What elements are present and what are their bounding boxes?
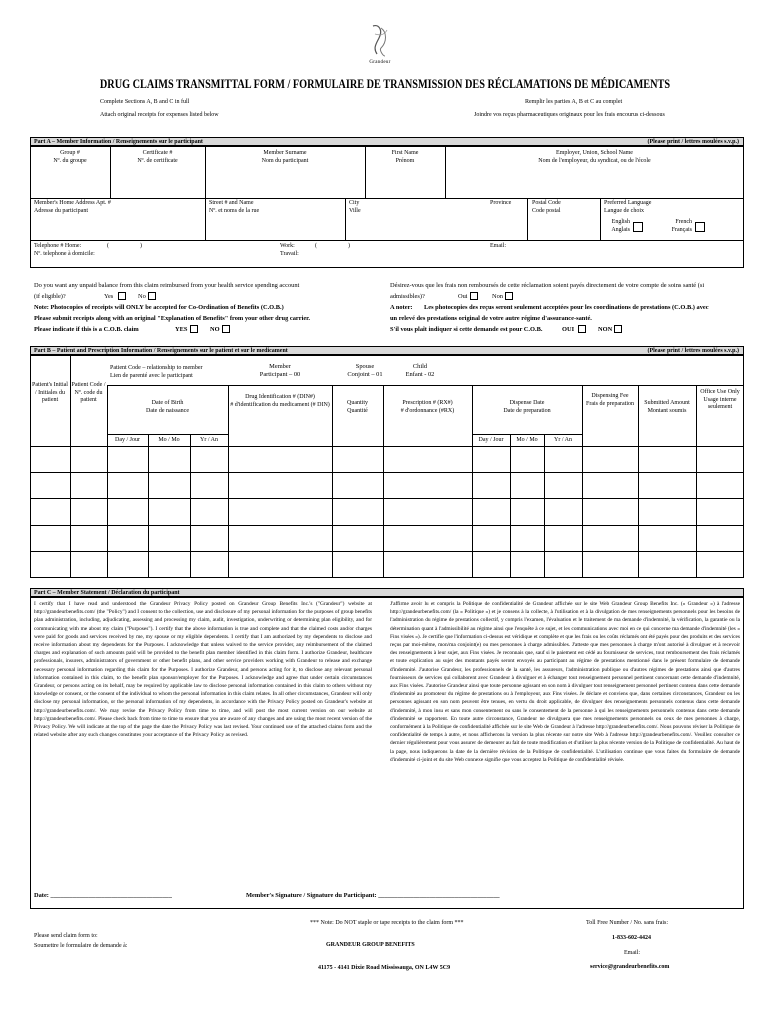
company-address: 41175 - 4141 Dixie Road Mississauga, ON L4W 5C9	[318, 965, 451, 971]
din-header	[228, 394, 332, 409]
member-statement-fr: J'affirme avoir lu et compris la Politique de confidentialité de Grandeur affichée sur le site Web Grandeur Group Benefits Inc. (« Grandeur ») à l'adresse http://grandeurbenefits.com/ (la « Politique ») et je consens à la collecte, à l'utilisation et à la divulgation de mes renseignements personnels pour les besoins de l'administration du régime de prestations collectif, y compris l'examen, l'évaluation et le traitement de ma demande d'indemnité, la vérification, la garantie ou la détermination quant à l'admissibilité au régime ainsi que l'enquête à ce sujet, et les communications avec moi en ce qui concerne ma demande d'indemnité (les « Fins visées »). Je certifie que l'information ci-dessus est véridique et complète et que les frais ou les coûts réclamés ont été payés pour des produits et des services reçus par moi-même, mon/ma conjoint(e) ou mes personnes à charge admissibles. J'atteste que mes personnes à charge m'ont autorisé à divulguer et à recevoir des renseignements à leur sujet, aux Fins visées. Je reconnais que, sauf si le paiement est cédé au fournisseur de services, tout remboursement des frais réclamés et toute explication au sujet des montants payés seront envoyés au participant au régime de prestations mentionné dans le présent formulaire de demande d'indemnité. J'autorise Grandeur, les professionnels de la santé, les assureurs, l'administration publique ou d'autres régimes de prestations ainsi que d'autres fournisseurs de services qui collaborent avec Grandeur à divulguer et à échanger tout renseignement personnel pertinent concernant cette demande d'indemnité, aux Fins visées. J'autorise Grandeur ainsi que toute personne agissant en son nom à divulguer tout renseignement personnel pertinent contenu dans cette demande d'indemnité au promoteur du régime de prestations ou à l'employeur, aux Fins visées. Je déclare et conviens que, dans certaines circonstances, Grandeur ou les personnes agissant en son nom peuvent être tenues, en vertu du droit applicable, de divulguer des renseignements personnels contenus dans cette demande d'indemnité, à mon insu et sans mon consentement ou sans le consentement de la personne à qui les renseignements personnels contenus dans cette demande d'indemnité se rapportent. En toute autre circonstance, Grandeur ne divulguera que mes renseignements personnels ou ceux de mes personnes à charge, conformément à la Politique de confidentialité affichée sur le site Web de Grandeur à l'adresse http://grandeurbenefits.com/. Nous pouvons réviser la Politique de confidentialité de temps à autre, et nous afficherons la version la plus récente sur notre site Web à l'adresse http://grandeurbenefits.com/. Veuillez consulter ce dernier régulièrement pour vous assurer de demeurer au fait de toute modification et d'utiliser la plus récente version de la Politique de confidentialité. Au haut de la page, nous indiquerons la date de la dernière révision de la Politique de confidentialité. L'utilisation continue que vous faites du formulaire de demande d'indemnité ci-joint et du site Web connexe signifie que vous acceptez la Politique de confidentialité révisée.	[390, 601, 740, 763]
work-phone-close-paren: )	[348, 243, 350, 249]
postal-label-fr: Code postal	[532, 207, 561, 214]
french-checkbox[interactable]	[695, 222, 705, 232]
child-text: Child	[412, 363, 428, 370]
instructions-fr-2: Joindre vos reçus pharmaceutiques originaux pour les frais encourus ci-dessous	[474, 112, 665, 118]
certificate-number-field[interactable]	[110, 150, 205, 165]
group-label-fr: Nº. du groupe	[53, 157, 87, 164]
dob-label-fr: Date de naissance	[146, 407, 189, 414]
cob-non-label: NON	[598, 326, 613, 333]
quantity-header	[332, 400, 383, 415]
cert-label-en: Certificate #	[142, 150, 173, 156]
cob-indicate-fr: S'il vous plaît indiquer si cette demande est pour C.O.B.	[390, 326, 543, 333]
phone-label-en: Telephone # Home:	[34, 243, 82, 249]
employer-field[interactable]	[445, 150, 744, 165]
send-to-en: Please send claim form to:	[34, 933, 98, 939]
date-field[interactable]: Date: ______________________________________	[34, 892, 172, 899]
home-phone-field[interactable]	[34, 243, 95, 258]
language-label-fr: Langue de choix	[604, 207, 644, 214]
amt-label-fr: Montant soumis	[647, 407, 687, 414]
grandeur-logo-icon	[365, 22, 395, 60]
dob-month: Mo / Mo	[158, 437, 180, 443]
street-label-fr: Nº. et noms de la rue	[209, 207, 260, 214]
fee-label-en: Dispensing Fee	[591, 393, 629, 399]
travail-label: Travail:	[280, 250, 299, 257]
cob-oui-checkbox[interactable]	[578, 325, 586, 333]
cob-no-label: NO	[210, 326, 220, 333]
member-surname-field[interactable]	[205, 150, 365, 165]
part-a-print-note: (Please print / lettres moulées s.v.p.)	[647, 139, 739, 145]
hsa-question-en: Do you want any unpaid balance from this claim reimbursed from your health service spending account	[34, 282, 300, 289]
dispense-day: Day / Jour	[478, 437, 504, 443]
company-logo	[340, 22, 420, 72]
hsa-yes-checkbox[interactable]	[118, 292, 126, 300]
hsa-no-label: No	[138, 293, 146, 300]
member-signature-field[interactable]: Member's Signature / Signature du Participant: ______________________________________	[246, 892, 500, 899]
din-label-fr: # d'identification du medicament (# DIN)	[230, 401, 330, 408]
rx-label-fr: # d'ordonnance (#RX)	[400, 407, 455, 414]
language-label-en: Preferred Language	[604, 200, 652, 206]
email-field[interactable]: Email:	[490, 243, 506, 249]
part-b-print-note: (Please print / lettres moulées s.v.p.)	[647, 348, 739, 354]
cob-note-fr-2: un relevé des prestations original de votre autre régime d'assurance-santé.	[390, 315, 592, 322]
dob-label-en: Date of Birth	[151, 400, 184, 406]
qty-label-fr: Quantité	[347, 407, 368, 414]
english-label	[608, 219, 630, 234]
province-field[interactable]: Province	[490, 200, 512, 206]
fee-label-fr: Frais de preparation	[586, 400, 634, 407]
hsa-non-label: Non	[492, 293, 504, 300]
cob-yes-label: YES	[175, 326, 188, 333]
company-name: GRANDEUR GROUP BENEFITS	[326, 942, 415, 948]
child-code-text: Enfant - 02	[405, 371, 435, 378]
phone-label-fr: Nº. telephone à domicile:	[34, 250, 95, 257]
postal-code-field[interactable]	[532, 200, 561, 215]
cob-oui-label: OUI	[562, 326, 575, 333]
prescription-table	[30, 355, 744, 578]
cert-label-fr: Nº. de certificate	[137, 157, 178, 164]
dispense-date-header	[472, 400, 582, 415]
french-label	[670, 219, 692, 234]
first-name-label-en: First Name	[391, 150, 419, 156]
cob-no-checkbox[interactable]	[222, 325, 230, 333]
work-phone-open-paren: (	[315, 243, 317, 249]
dispensing-fee-header	[582, 393, 638, 408]
hsa-yes-label: Yes	[104, 293, 114, 300]
home-phone-close-paren: )	[140, 243, 142, 249]
group-number-field[interactable]	[30, 150, 110, 165]
patient-code-relationship	[110, 365, 202, 380]
employer-label-en: Employer, Union, School Name	[556, 150, 633, 156]
part-a-header	[30, 137, 744, 146]
cob-note-fr-label: A noter:	[390, 304, 413, 311]
cob-indicate-en: Please indicate if this is a C.O.B. claim	[34, 326, 139, 333]
employer-label-fr: Nom de l'employeur, du syndicat, ou de l'école	[538, 157, 651, 164]
dispense-month: Mo / Mo	[516, 437, 538, 443]
work-label: Work:	[280, 243, 295, 249]
part-c-header	[30, 588, 744, 597]
instructions-en-2: Attach original receipts for expenses listed below	[100, 112, 219, 118]
child-code	[380, 363, 460, 379]
home-phone-open-paren: (	[107, 243, 109, 249]
patient-initial-header: Patient's Initial / Initiales du patient	[32, 382, 68, 403]
address-label-en: Member's Home Address Apt. #	[34, 200, 111, 206]
send-to-fr: Soumettre le formulaire de demande à:	[34, 943, 128, 949]
home-address-field[interactable]	[34, 200, 111, 215]
hsa-oui-checkbox[interactable]	[470, 292, 478, 300]
logo-text: Grandeur	[369, 60, 391, 65]
street-field[interactable]	[209, 200, 259, 215]
dob-year: Yr / An	[200, 437, 218, 443]
work-phone-field[interactable]	[280, 243, 299, 258]
street-label-en: Street # and Name	[209, 200, 254, 206]
member-text: Member	[269, 363, 291, 370]
instructions-en-1: Complete Sections A, B and C in full	[100, 99, 190, 105]
city-label-fr: Ville	[349, 207, 361, 214]
toll-free-label: Toll Free Number / No. sans frais:	[586, 920, 669, 926]
cob-non-checkbox[interactable]	[614, 325, 622, 333]
english-text: English	[611, 219, 630, 225]
rx-label-en: Prescription # (RX#)	[402, 400, 453, 406]
office-use-header: Office Use Only Usage interne seulement	[700, 389, 740, 410]
instructions-fr-1: Remplir les parties A, B et C au complet	[525, 99, 623, 105]
hsa-non-checkbox[interactable]	[505, 292, 513, 300]
qty-label-en: Quantity	[347, 400, 368, 406]
spouse-text: Spouse	[355, 363, 375, 370]
staple-note: *** Note: Do NOT staple or tape receipts to the claim form ***	[310, 920, 464, 926]
amt-label-en: Submitted Amount	[644, 400, 690, 406]
cob-yes-checkbox[interactable]	[190, 325, 198, 333]
patient-code-header: Patient Code / Nº. code du patient	[71, 382, 106, 403]
relation-label-fr: Lien de parenté avec le participant	[110, 372, 193, 379]
francais-text: Français	[671, 226, 692, 233]
disp-label-en: Dispense Date	[509, 400, 545, 406]
member-code	[240, 363, 320, 379]
language-preference	[604, 200, 651, 215]
cob-note-en: Note: Photocopies of receipts will ONLY be accepted for Co-Ordination of Benefits (C.O.B.)	[34, 304, 284, 311]
din-label-en: Drug Identification # (DIN#)	[245, 394, 315, 400]
email-label: Email:	[624, 950, 640, 956]
hsa-question-fr-2: admissibles)?	[390, 293, 425, 300]
hsa-no-checkbox[interactable]	[148, 292, 156, 300]
part-b-title: Part B – Patient and Prescription Information / Renseignements sur le patient et sur le medicament	[34, 348, 288, 354]
hsa-oui-label: Oui	[458, 293, 468, 300]
relation-label-en: Patient Code – relationship to member	[110, 365, 203, 371]
postal-label-en: Postal Code	[532, 200, 561, 206]
surname-label-fr: Nom du participant	[261, 157, 309, 164]
part-c-title: Part C – Member Statement / Déclaration du participant	[34, 590, 180, 596]
toll-free-number: 1-833-602-4424	[612, 935, 651, 941]
member-statement-en: I certify that I have read and understood the Grandeur Privacy Policy posted on Grandeur Group Benefits Inc.'s ("Grandeur") website at http://grandeurbenefits.com/ (the "Policy") and I consent to the collection, use and disclosure of my personal information for the purposes of group benefits plan administration, including, adjudicating, assessing and processing my claim, audit, investigation, underwriting or determining plan eligibility, and for communicating with me about my claim ("Purposes"). I certify that the above information is true and complete and that the claimed costs and/or charges were paid for goods and services received by me, my spouse or my eligible dependents. I certify that I am authorized by my dependents to disclose and receive information about my dependents for the Purposes. I acknowledge that unless waived to the service provider, any reimbursement of the claimed charges and explanation of such amounts paid will be provided to the benefit plan member identified in this claim form. I authorize Grandeur, healthcare professionals, insurers, administrators of government or other benefit plans, and other service providers working with Grandeur to release and exchange necessary personal information regarding this claim for the Purposes. I authorize Grandeur, and persons acting for it, to disclose any relevant personal information contained in this claim, to the benefit plan sponsor/employer for the Purposes. I acknowledge and agree that under certain circumstances Grandeur, or persons acting on its behalf, may be required by applicable law to disclose personal information contained in this claim to others without my knowledge or consent, or the consent of the individual to whom the personal information in this claim relates. In all other circumstances, Grandeur will only disclose my personal information, or the personal information of my dependents, in accordance with the Privacy Policy posted on Grandeur's website at http://grandeurbenefits.com/. We may revise the Privacy Policy from time to time, and will post the most current version on our website at http://grandeurbenefits.com/. Please check back from time to time to ensure that you are aware of any changes and are using the most recent version of the Privacy Policy. We will indicate at the top of the page the date the Privacy Policy was last revised. Your continued use of the attached claims form and the related website after any such changes constitutes your acceptance of the Privacy Policy as revised.	[34, 601, 372, 739]
surname-label-en: Member Surname	[263, 150, 307, 156]
spouse-code-text: Conjoint – 01	[347, 371, 383, 378]
french-text: French	[675, 219, 692, 225]
dob-header	[107, 400, 228, 415]
submitted-amount-header	[638, 400, 696, 415]
disp-label-fr: Date de preparation	[503, 407, 551, 414]
part-a-title: Part A – Member Information / Renseignements sur le participant	[34, 139, 203, 145]
part-b-header	[30, 346, 744, 355]
member-code-text: Participant – 00	[259, 371, 301, 378]
english-checkbox[interactable]	[633, 222, 643, 232]
hsa-question-fr: Désirez-vous que les frais non remboursés de cette réclamation soient payés directement de votre compte de soins santé (si	[390, 282, 705, 289]
contact-email[interactable]: service@grandeurbenefits.com	[590, 964, 670, 970]
first-name-field[interactable]	[365, 150, 445, 165]
address-label-fr: Adresse du participant	[34, 207, 88, 214]
rx-header	[383, 400, 472, 415]
first-name-label-fr: Prénom	[395, 157, 415, 164]
anglais-text: Anglais	[611, 226, 630, 233]
city-field[interactable]	[349, 200, 361, 215]
hsa-question-en-2: (if eligible)?	[34, 293, 66, 300]
city-label-en: City	[349, 200, 360, 206]
dob-day: Day / Jour	[115, 437, 140, 443]
cob-note-fr: Les photocopies des reçus seront seulement acceptées pour les coordinations de prestations (C.O.B.) avec	[424, 304, 709, 311]
form-title: DRUG CLAIMS TRANSMITTAL FORM / FORMULAIRE DE TRANSMISSION DES RÉCLAMATIONS DE MÉDICAMENTS	[99, 77, 671, 91]
cob-note-en-2: Please submit receipts along with an original "Explanation of Benefits" from your other drug carrier.	[34, 315, 311, 322]
group-label-en: Group #	[60, 150, 80, 156]
dispense-year: Yr / An	[554, 437, 572, 443]
